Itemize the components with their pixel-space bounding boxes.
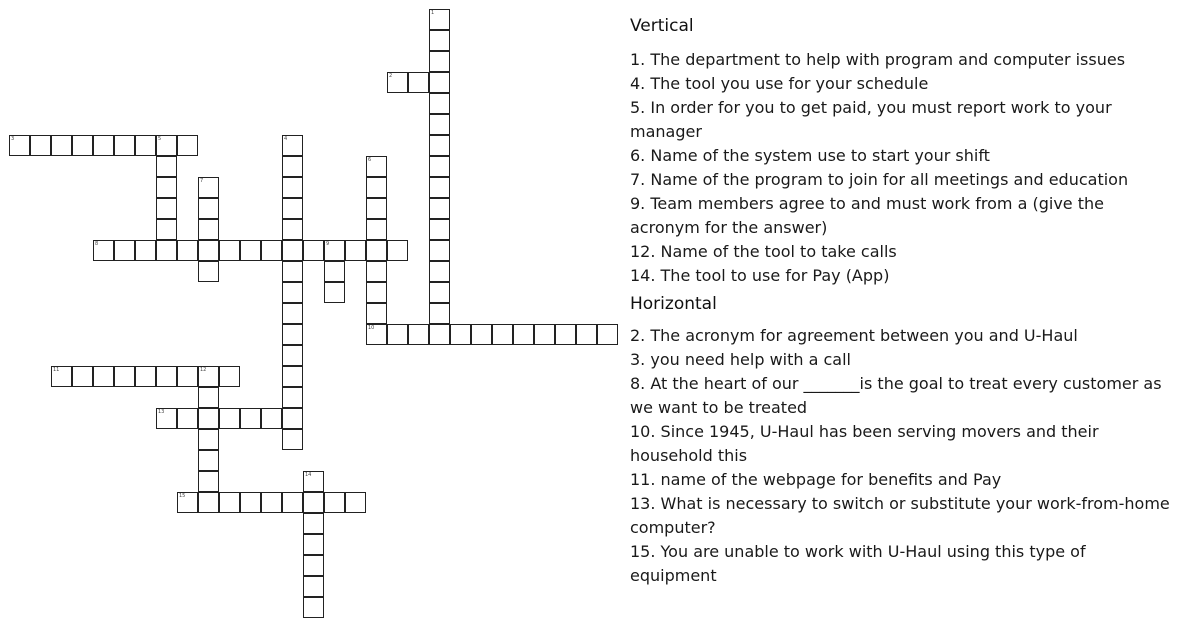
grid-cell[interactable]: [471, 324, 492, 345]
grid-cell[interactable]: [282, 282, 303, 303]
grid-cell[interactable]: [72, 135, 93, 156]
grid-cell[interactable]: [408, 324, 429, 345]
grid-cell[interactable]: [282, 345, 303, 366]
grid-cell[interactable]: [282, 429, 303, 450]
grid-cell[interactable]: [177, 135, 198, 156]
grid-cell[interactable]: [261, 492, 282, 513]
clue-number: 13: [158, 409, 165, 415]
grid-cell[interactable]: [429, 30, 450, 51]
grid-cell[interactable]: [219, 492, 240, 513]
grid-cell[interactable]: [513, 324, 534, 345]
horizontal-clue: 10. Since 1945, U-Haul has been serving movers and their household this: [630, 422, 1099, 465]
grid-cell[interactable]: [324, 492, 345, 513]
grid-cell[interactable]: [198, 429, 219, 450]
vertical-clue: 4. The tool you use for your schedule: [630, 74, 929, 93]
grid-cell[interactable]: [219, 366, 240, 387]
grid-cell[interactable]: [429, 177, 450, 198]
grid-cell[interactable]: [198, 408, 219, 429]
grid-cell[interactable]: [366, 303, 387, 324]
horizontal-clue: 8. At the heart of our _______is the goal to treat every customer as we want to be treated: [630, 374, 1162, 417]
grid-cell[interactable]: [429, 303, 450, 324]
horizontal-clue: 13. What is necessary to switch or substitute your work-from-home computer?: [630, 494, 1170, 537]
grid-cell[interactable]: [282, 156, 303, 177]
grid-cell[interactable]: [282, 177, 303, 198]
horizontal-clue: 15. You are unable to work with U-Haul using this type of equipment: [630, 542, 1086, 585]
horizontal-clue-list: [630, 324, 1170, 588]
grid-cell[interactable]: [198, 471, 219, 492]
grid-cell[interactable]: [387, 72, 408, 93]
grid-cell[interactable]: [135, 135, 156, 156]
grid-cell[interactable]: [198, 492, 219, 513]
vertical-clue: 5. In order for you to get paid, you must report work to your manager: [630, 98, 1112, 141]
grid-cell[interactable]: [156, 156, 177, 177]
grid-cell[interactable]: [492, 324, 513, 345]
grid-cell[interactable]: [282, 198, 303, 219]
horizontal-clue: 2. The acronym for agreement between you and U-Haul: [630, 326, 1078, 345]
vertical-clue: 6. Name of the system use to start your shift: [630, 146, 990, 165]
grid-cell[interactable]: [324, 240, 345, 261]
clue-number: 6: [368, 157, 372, 163]
clue-number: 11: [53, 367, 60, 373]
grid-cell[interactable]: [156, 198, 177, 219]
grid-cell[interactable]: [261, 408, 282, 429]
clue-number: 14: [305, 472, 312, 478]
clue-number: 5: [158, 136, 162, 142]
grid-cell[interactable]: [324, 282, 345, 303]
grid-cell[interactable]: [303, 534, 324, 555]
grid-cell[interactable]: [429, 114, 450, 135]
clue-number: 8: [95, 241, 99, 247]
grid-cell[interactable]: [303, 513, 324, 534]
horizontal-heading: Horizontal: [630, 294, 717, 314]
grid-cell[interactable]: [450, 324, 471, 345]
grid-cell[interactable]: [366, 282, 387, 303]
grid-cell[interactable]: [282, 408, 303, 429]
grid-cell[interactable]: [198, 240, 219, 261]
grid-cell[interactable]: [345, 240, 366, 261]
clue-number: 4: [284, 136, 288, 142]
grid-cell[interactable]: [219, 240, 240, 261]
grid-cell[interactable]: [387, 324, 408, 345]
grid-cell[interactable]: [282, 324, 303, 345]
grid-cell[interactable]: [219, 408, 240, 429]
clue-number: 3: [11, 136, 15, 142]
grid-cell[interactable]: [282, 261, 303, 282]
grid-cell[interactable]: [429, 72, 450, 93]
grid-cell[interactable]: [114, 135, 135, 156]
grid-cell[interactable]: [198, 261, 219, 282]
grid-cell[interactable]: [303, 240, 324, 261]
grid-cell[interactable]: [156, 219, 177, 240]
grid-cell[interactable]: [282, 219, 303, 240]
grid-cell[interactable]: [429, 9, 450, 30]
grid-cell[interactable]: [429, 261, 450, 282]
grid-cell[interactable]: [198, 387, 219, 408]
grid-cell[interactable]: [555, 324, 576, 345]
grid-cell[interactable]: [366, 240, 387, 261]
grid-cell[interactable]: [114, 240, 135, 261]
clue-number: 2: [389, 73, 393, 79]
grid-cell[interactable]: [282, 492, 303, 513]
grid-cell[interactable]: [72, 366, 93, 387]
grid-cell[interactable]: [387, 240, 408, 261]
grid-cell[interactable]: [345, 492, 366, 513]
grid-cell[interactable]: [93, 240, 114, 261]
grid-cell[interactable]: [534, 324, 555, 345]
grid-cell[interactable]: [177, 492, 198, 513]
grid-cell[interactable]: [303, 576, 324, 597]
vertical-clue: 12. Name of the tool to take calls: [630, 242, 897, 261]
grid-cell[interactable]: [429, 156, 450, 177]
clue-number: 12: [200, 367, 207, 373]
grid-cell[interactable]: [198, 198, 219, 219]
grid-cell[interactable]: [303, 471, 324, 492]
clue-number: 10: [368, 325, 375, 331]
clue-number: 7: [200, 178, 204, 184]
grid-cell[interactable]: [135, 240, 156, 261]
grid-cell[interactable]: [366, 156, 387, 177]
vertical-clue-list: [630, 48, 1170, 288]
grid-cell[interactable]: [429, 93, 450, 114]
grid-cell[interactable]: [198, 219, 219, 240]
vertical-clue: 1. The department to help with program and computer issues: [630, 50, 1126, 69]
grid-cell[interactable]: [240, 408, 261, 429]
grid-cell[interactable]: [366, 198, 387, 219]
grid-cell[interactable]: [429, 198, 450, 219]
grid-cell[interactable]: [51, 366, 72, 387]
grid-cell[interactable]: [240, 240, 261, 261]
grid-cell[interactable]: [324, 261, 345, 282]
grid-cell[interactable]: [429, 51, 450, 72]
grid-cell[interactable]: [597, 324, 618, 345]
grid-cell[interactable]: [93, 135, 114, 156]
grid-cell[interactable]: [135, 366, 156, 387]
grid-cell[interactable]: [51, 135, 72, 156]
grid-cell[interactable]: [282, 303, 303, 324]
vertical-clue: 9. Team members agree to and must work from a (give the acronym for the answer): [630, 194, 1104, 237]
grid-cell[interactable]: [282, 387, 303, 408]
grid-cell[interactable]: [198, 177, 219, 198]
grid-cell[interactable]: [156, 366, 177, 387]
grid-cell[interactable]: [177, 366, 198, 387]
grid-cell[interactable]: [93, 366, 114, 387]
grid-cell[interactable]: [198, 366, 219, 387]
grid-cell[interactable]: [429, 324, 450, 345]
grid-cell[interactable]: [282, 240, 303, 261]
vertical-clue: 14. The tool to use for Pay (App): [630, 266, 890, 285]
grid-cell[interactable]: [366, 219, 387, 240]
horizontal-clue: 11. name of the webpage for benefits and Pay: [630, 470, 1002, 489]
grid-cell[interactable]: [429, 219, 450, 240]
grid-cell[interactable]: [429, 240, 450, 261]
horizontal-clue: 3. you need help with a call: [630, 350, 851, 369]
grid-cell[interactable]: [156, 177, 177, 198]
grid-cell[interactable]: [366, 177, 387, 198]
grid-cell[interactable]: [408, 72, 429, 93]
grid-cell[interactable]: [366, 261, 387, 282]
grid-cell[interactable]: [114, 366, 135, 387]
grid-cell[interactable]: [30, 135, 51, 156]
clue-number: 9: [326, 241, 330, 247]
grid-cell[interactable]: [303, 555, 324, 576]
grid-cell[interactable]: [156, 135, 177, 156]
grid-cell[interactable]: [177, 240, 198, 261]
grid-cell[interactable]: [177, 408, 198, 429]
clue-number: 15: [179, 493, 186, 499]
clue-number: 1: [431, 10, 435, 16]
grid-cell[interactable]: [366, 324, 387, 345]
vertical-heading: Vertical: [630, 16, 694, 36]
grid-cell[interactable]: [9, 135, 30, 156]
grid-cell[interactable]: [282, 135, 303, 156]
grid-cell[interactable]: [429, 282, 450, 303]
grid-cell[interactable]: [261, 240, 282, 261]
grid-cell[interactable]: [156, 408, 177, 429]
clues-panel: [630, 14, 1170, 588]
grid-cell[interactable]: [429, 135, 450, 156]
grid-cell[interactable]: [303, 597, 324, 618]
vertical-clue: 7. Name of the program to join for all meetings and education: [630, 170, 1129, 189]
grid-cell[interactable]: [282, 366, 303, 387]
grid-cell[interactable]: [576, 324, 597, 345]
grid-cell[interactable]: [303, 492, 324, 513]
grid-cell[interactable]: [156, 240, 177, 261]
grid-cell[interactable]: [240, 492, 261, 513]
grid-cell[interactable]: [198, 450, 219, 471]
